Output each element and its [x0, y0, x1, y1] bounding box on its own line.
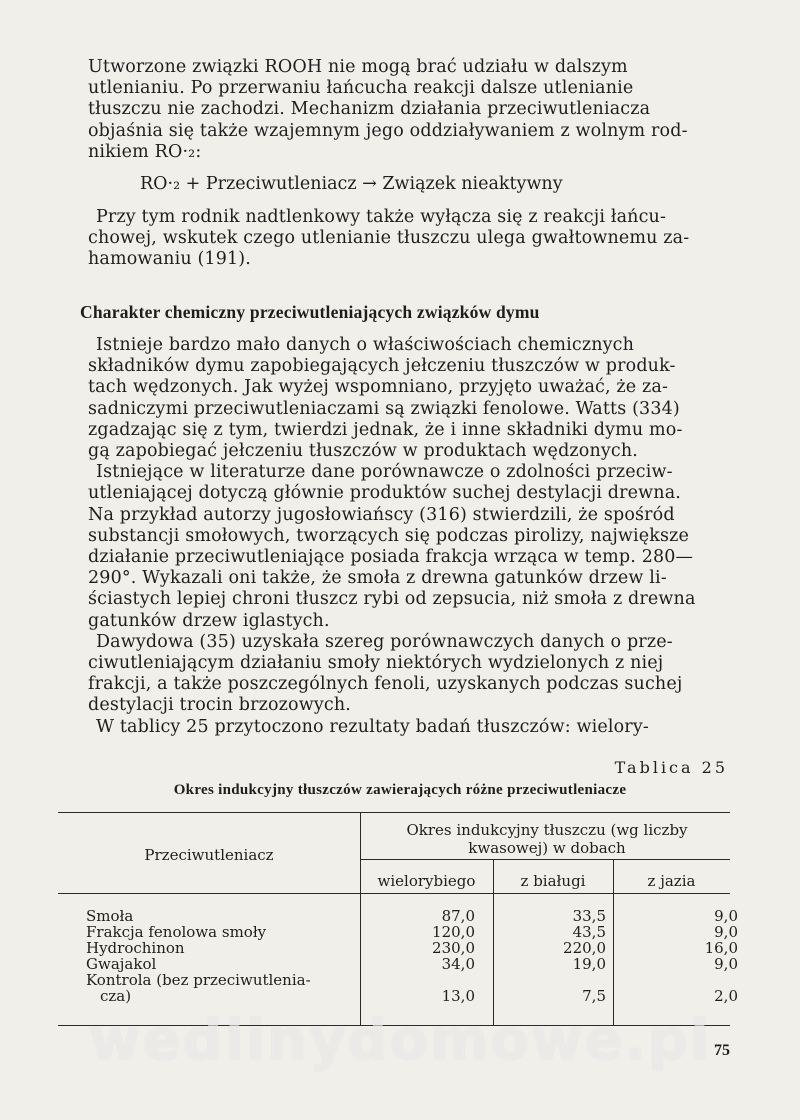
sub-header-beluga: z białugi [520, 872, 586, 890]
text-line: tach wędzonych. Jak wyżej wspomniano, przyjęto uważać, że za- [88, 377, 669, 398]
cell-value: 16,0 [704, 939, 738, 957]
cell-value: 120,0 [432, 923, 475, 941]
page-number: 75 [714, 1042, 730, 1059]
cell-value: 9,0 [714, 923, 738, 941]
table-row [86, 987, 738, 1005]
row-name: Gwajakol [86, 955, 157, 973]
text-line: Dawydowa (35) uzyskała szereg porównawczych danych o prze- [96, 631, 673, 652]
text-line: Istnieje bardzo mało danych o właściwościach chemicznych [96, 335, 635, 355]
row-name-continued: cza) [100, 987, 132, 1005]
text-line: ściastych lepiej chroni tłuszcz rybi od zepsucia, niż smoła z drewna [88, 589, 696, 610]
text-line: Na przykład autorzy jugosłowiańscy (316) stwierdzili, że spośród [88, 504, 675, 525]
text-line: gatunków drzew iglastych. [88, 610, 330, 631]
data-table [58, 812, 738, 1026]
text-line: ciwutleniającym działaniu smoły niektórych wydzielonych z niej [88, 653, 664, 674]
header-divider [360, 859, 730, 860]
text-line: destylacji trocin brzozowych. [88, 695, 351, 716]
paragraph-main [88, 335, 730, 738]
column-header-antioxidant: Przeciwutleniacz [144, 846, 274, 864]
text-line: Przy tym rodnik nadtlenkowy także wyłącza się z reakcji łańcu- [96, 207, 667, 227]
text-line: działanie przeciwutleniające posiada frakcja wrząca w temp. 280— [88, 547, 694, 568]
cell-value: 34,0 [441, 955, 475, 973]
section-heading: Charakter chemiczny przeciwutleniających związków dymu [80, 302, 540, 322]
table-row [86, 923, 738, 941]
text-line: frakcji, a także poszczególnych fenoli, uzyskanych podczas suchej [88, 674, 683, 695]
cell-value: 220,0 [563, 939, 606, 957]
text-line: 290°. Wykazali oni także, że smoła z drewna gatunków drzew li- [88, 568, 667, 589]
table-row [86, 907, 738, 925]
cell-value: 43,5 [572, 923, 606, 941]
cell-value: 19,0 [572, 955, 606, 973]
cell-value: 13,0 [441, 987, 475, 1005]
cell-value: 87,0 [441, 907, 475, 925]
header-line: Okres indukcyjny tłuszczu (wg liczby [406, 821, 688, 839]
row-name: Kontrola (bez przeciwutlenia- [86, 971, 311, 989]
text-line: W tablicy 25 przytoczono rezultaty badań tłuszczów: wielory- [96, 716, 649, 737]
table-title: Okres indukcyjny tłuszczów zawierających różne przeciwutleniacze [173, 782, 627, 798]
text-line: objaśnia się także wzajemnym jego oddziaływaniem z wolnym rod- [88, 120, 688, 141]
column-header-group [364, 821, 730, 857]
text-line: nikiem RO·₂: [88, 141, 202, 162]
table-row [86, 972, 726, 988]
text-line: gą zapobiegać jełczeniu tłuszczów w produktach wędzonych. [88, 441, 639, 462]
text-line: składników dymu zapobiegających jełczeniu tłuszczów w produk- [88, 356, 676, 377]
text-line: chowej, wskutek czego utlenianie tłuszczu ulega gwałtownemu za- [88, 228, 690, 249]
text-line: Istniejące w literaturze dane porównawcze o zdolności przeciw- [96, 462, 673, 483]
row-name: Hydrochinon [86, 939, 185, 957]
cell-value: 2,0 [714, 987, 738, 1005]
text-line: sadniczymi przeciwutleniaczami są związki fenolowe. Watts (334) [88, 398, 680, 419]
header-divider [58, 893, 730, 894]
sub-header-whale: wielorybiego [377, 872, 476, 890]
header-line: kwasowej) w dobach [468, 839, 626, 857]
text-line: utlenianiu. Po przerwaniu łańcucha reakcji dalsze utlenianie [88, 78, 634, 99]
table-row [86, 955, 738, 973]
text-line: zgadzając się z tym, twierdzi jednak, że i inne składniki dymu mo- [88, 419, 683, 440]
reaction-formula: RO·₂ + Przeciwutleniacz → Związek nieaktywny [140, 174, 563, 194]
text-line: tłuszczu nie zachodzi. Mechanizm działania przeciwutleniacza [88, 99, 651, 120]
cell-value: 230,0 [432, 939, 475, 957]
row-name: Frakcja fenolowa smoły [86, 923, 267, 941]
row-name: Smoła [86, 907, 134, 925]
text-line: Utworzone związki ROOH nie mogą brać udziału w dalszym [88, 57, 628, 77]
cell-value: 33,5 [572, 907, 606, 925]
text-line: hamowaniu (191). [88, 249, 251, 270]
watermark: wedlinydomowe.pl [88, 1008, 712, 1073]
sub-header-ide: z jazia [647, 872, 696, 890]
paragraph-radical [88, 207, 730, 271]
text-line: utleniającej dotyczą głównie produktów suchej destylacji drewna. [88, 483, 682, 504]
cell-value: 7,5 [582, 987, 606, 1005]
cell-value: 9,0 [714, 955, 738, 973]
cell-value: 9,0 [714, 907, 738, 925]
table-body [86, 907, 738, 1005]
table-number: Tablica 25 [614, 758, 728, 777]
text-line: substancji smołowych, tworzących się podczas pirolizy, największe [88, 525, 690, 546]
table-row [86, 939, 738, 957]
paragraph-intro [88, 57, 730, 163]
